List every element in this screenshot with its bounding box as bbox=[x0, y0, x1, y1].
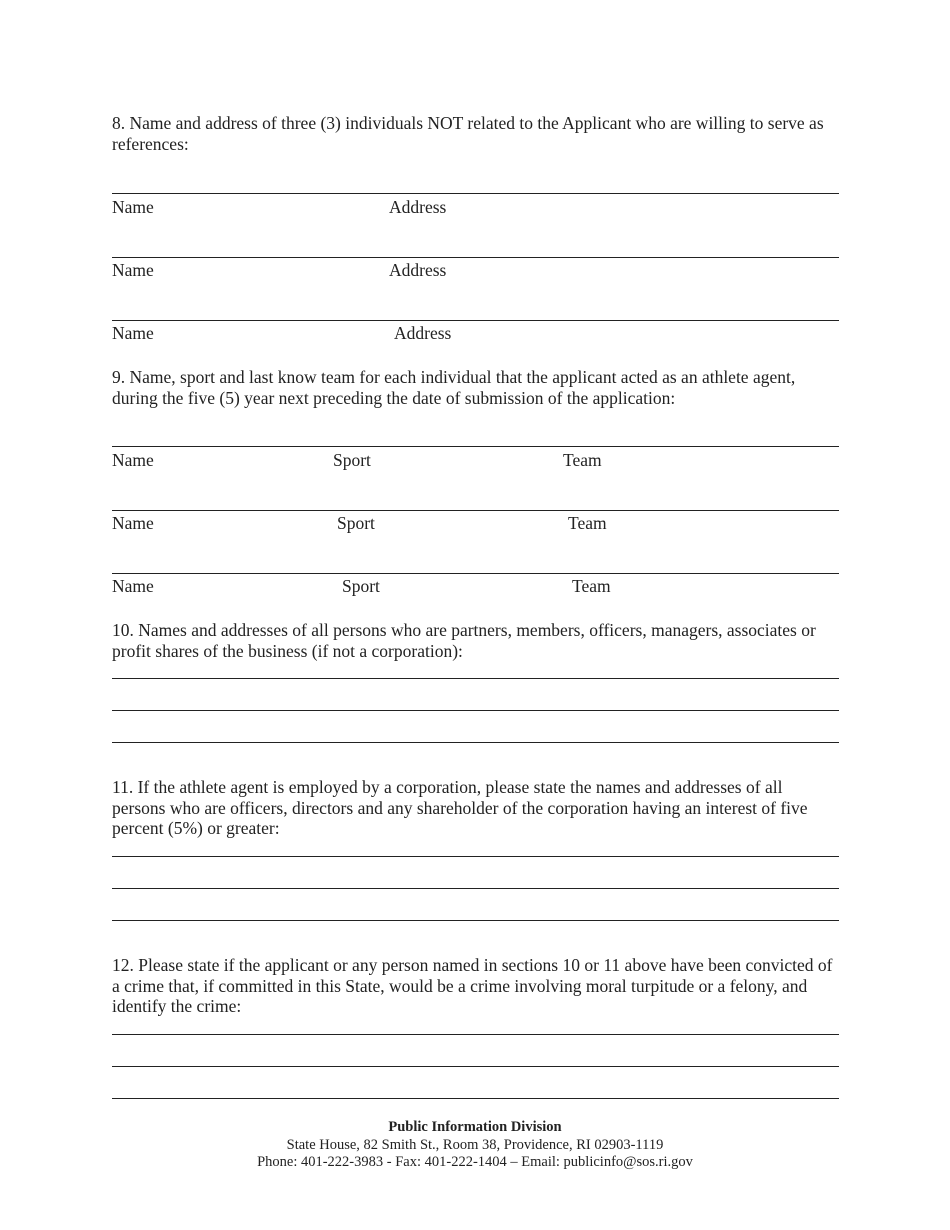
athlete-1-line[interactable] bbox=[112, 446, 839, 447]
athlete-1-team-label: Team bbox=[563, 450, 602, 470]
section-12-question: 12. Please state if the applicant or any person named in sections 10 or 11 above have been convicted of a crime that, if committed in this State, would be a crime involving moral turpitude or a felony, and identify the crime: bbox=[112, 955, 833, 1016]
reference-3-line[interactable] bbox=[112, 320, 839, 321]
reference-2-line[interactable] bbox=[112, 257, 839, 258]
athlete-2-name-label: Name bbox=[112, 513, 154, 533]
reference-3-name-label: Name bbox=[112, 323, 154, 343]
athlete-3-sport-label: Sport bbox=[342, 576, 380, 596]
athlete-2-line[interactable] bbox=[112, 510, 839, 511]
reference-1-line[interactable] bbox=[112, 193, 839, 194]
reference-1-address-label: Address bbox=[389, 197, 447, 217]
section-11-answer-line-3[interactable] bbox=[112, 920, 839, 921]
section-10-answer-line-1[interactable] bbox=[112, 678, 839, 679]
athlete-2-sport-label: Sport bbox=[337, 513, 375, 533]
section-11-answer-line-2[interactable] bbox=[112, 888, 839, 889]
athlete-3-team-label: Team bbox=[572, 576, 611, 596]
section-12-answer-line-1[interactable] bbox=[112, 1034, 839, 1035]
athlete-1-name-label: Name bbox=[112, 450, 154, 470]
footer bbox=[0, 1119, 950, 1172]
athlete-3-line[interactable] bbox=[112, 573, 839, 574]
reference-2-address-label: Address bbox=[389, 260, 447, 280]
athlete-2-team-label: Team bbox=[568, 513, 607, 533]
athlete-1-sport-label: Sport bbox=[333, 450, 371, 470]
section-11-answer-line-1[interactable] bbox=[112, 856, 839, 857]
footer-division: Public Information Division bbox=[388, 1119, 562, 1135]
section-12-answer-line-3[interactable] bbox=[112, 1098, 839, 1099]
reference-2-name-label: Name bbox=[112, 260, 154, 280]
section-8-question: 8. Name and address of three (3) individuals NOT related to the Applicant who are willing to serve as references: bbox=[112, 113, 824, 154]
section-12-answer-line-2[interactable] bbox=[112, 1066, 839, 1067]
athlete-3-name-label: Name bbox=[112, 576, 154, 596]
reference-1-name-label: Name bbox=[112, 197, 154, 217]
footer-contact: Phone: 401-222-3983 - Fax: 401-222-1404 – Email: publicinfo@sos.ri.gov bbox=[257, 1154, 693, 1170]
section-10-answer-line-2[interactable] bbox=[112, 710, 839, 711]
section-11-question: 11. If the athlete agent is employed by a corporation, please state the names and addresses of all persons who are officers, directors and any shareholder of the corporation having an interest of five percent (5%) or greater: bbox=[112, 777, 808, 838]
reference-3-address-label: Address bbox=[394, 323, 452, 343]
section-10-question: 10. Names and addresses of all persons who are partners, members, officers, managers, associates or profit shares of the business (if not a corporation): bbox=[112, 620, 816, 661]
footer-address: State House, 82 Smith St., Room 38, Providence, RI 02903-1119 bbox=[286, 1136, 664, 1153]
section-9-question: 9. Name, sport and last know team for each individual that the applicant acted as an athlete agent, during the five (5) year next preceding the date of submission of the application: bbox=[112, 367, 796, 408]
section-10-answer-line-3[interactable] bbox=[112, 742, 839, 743]
